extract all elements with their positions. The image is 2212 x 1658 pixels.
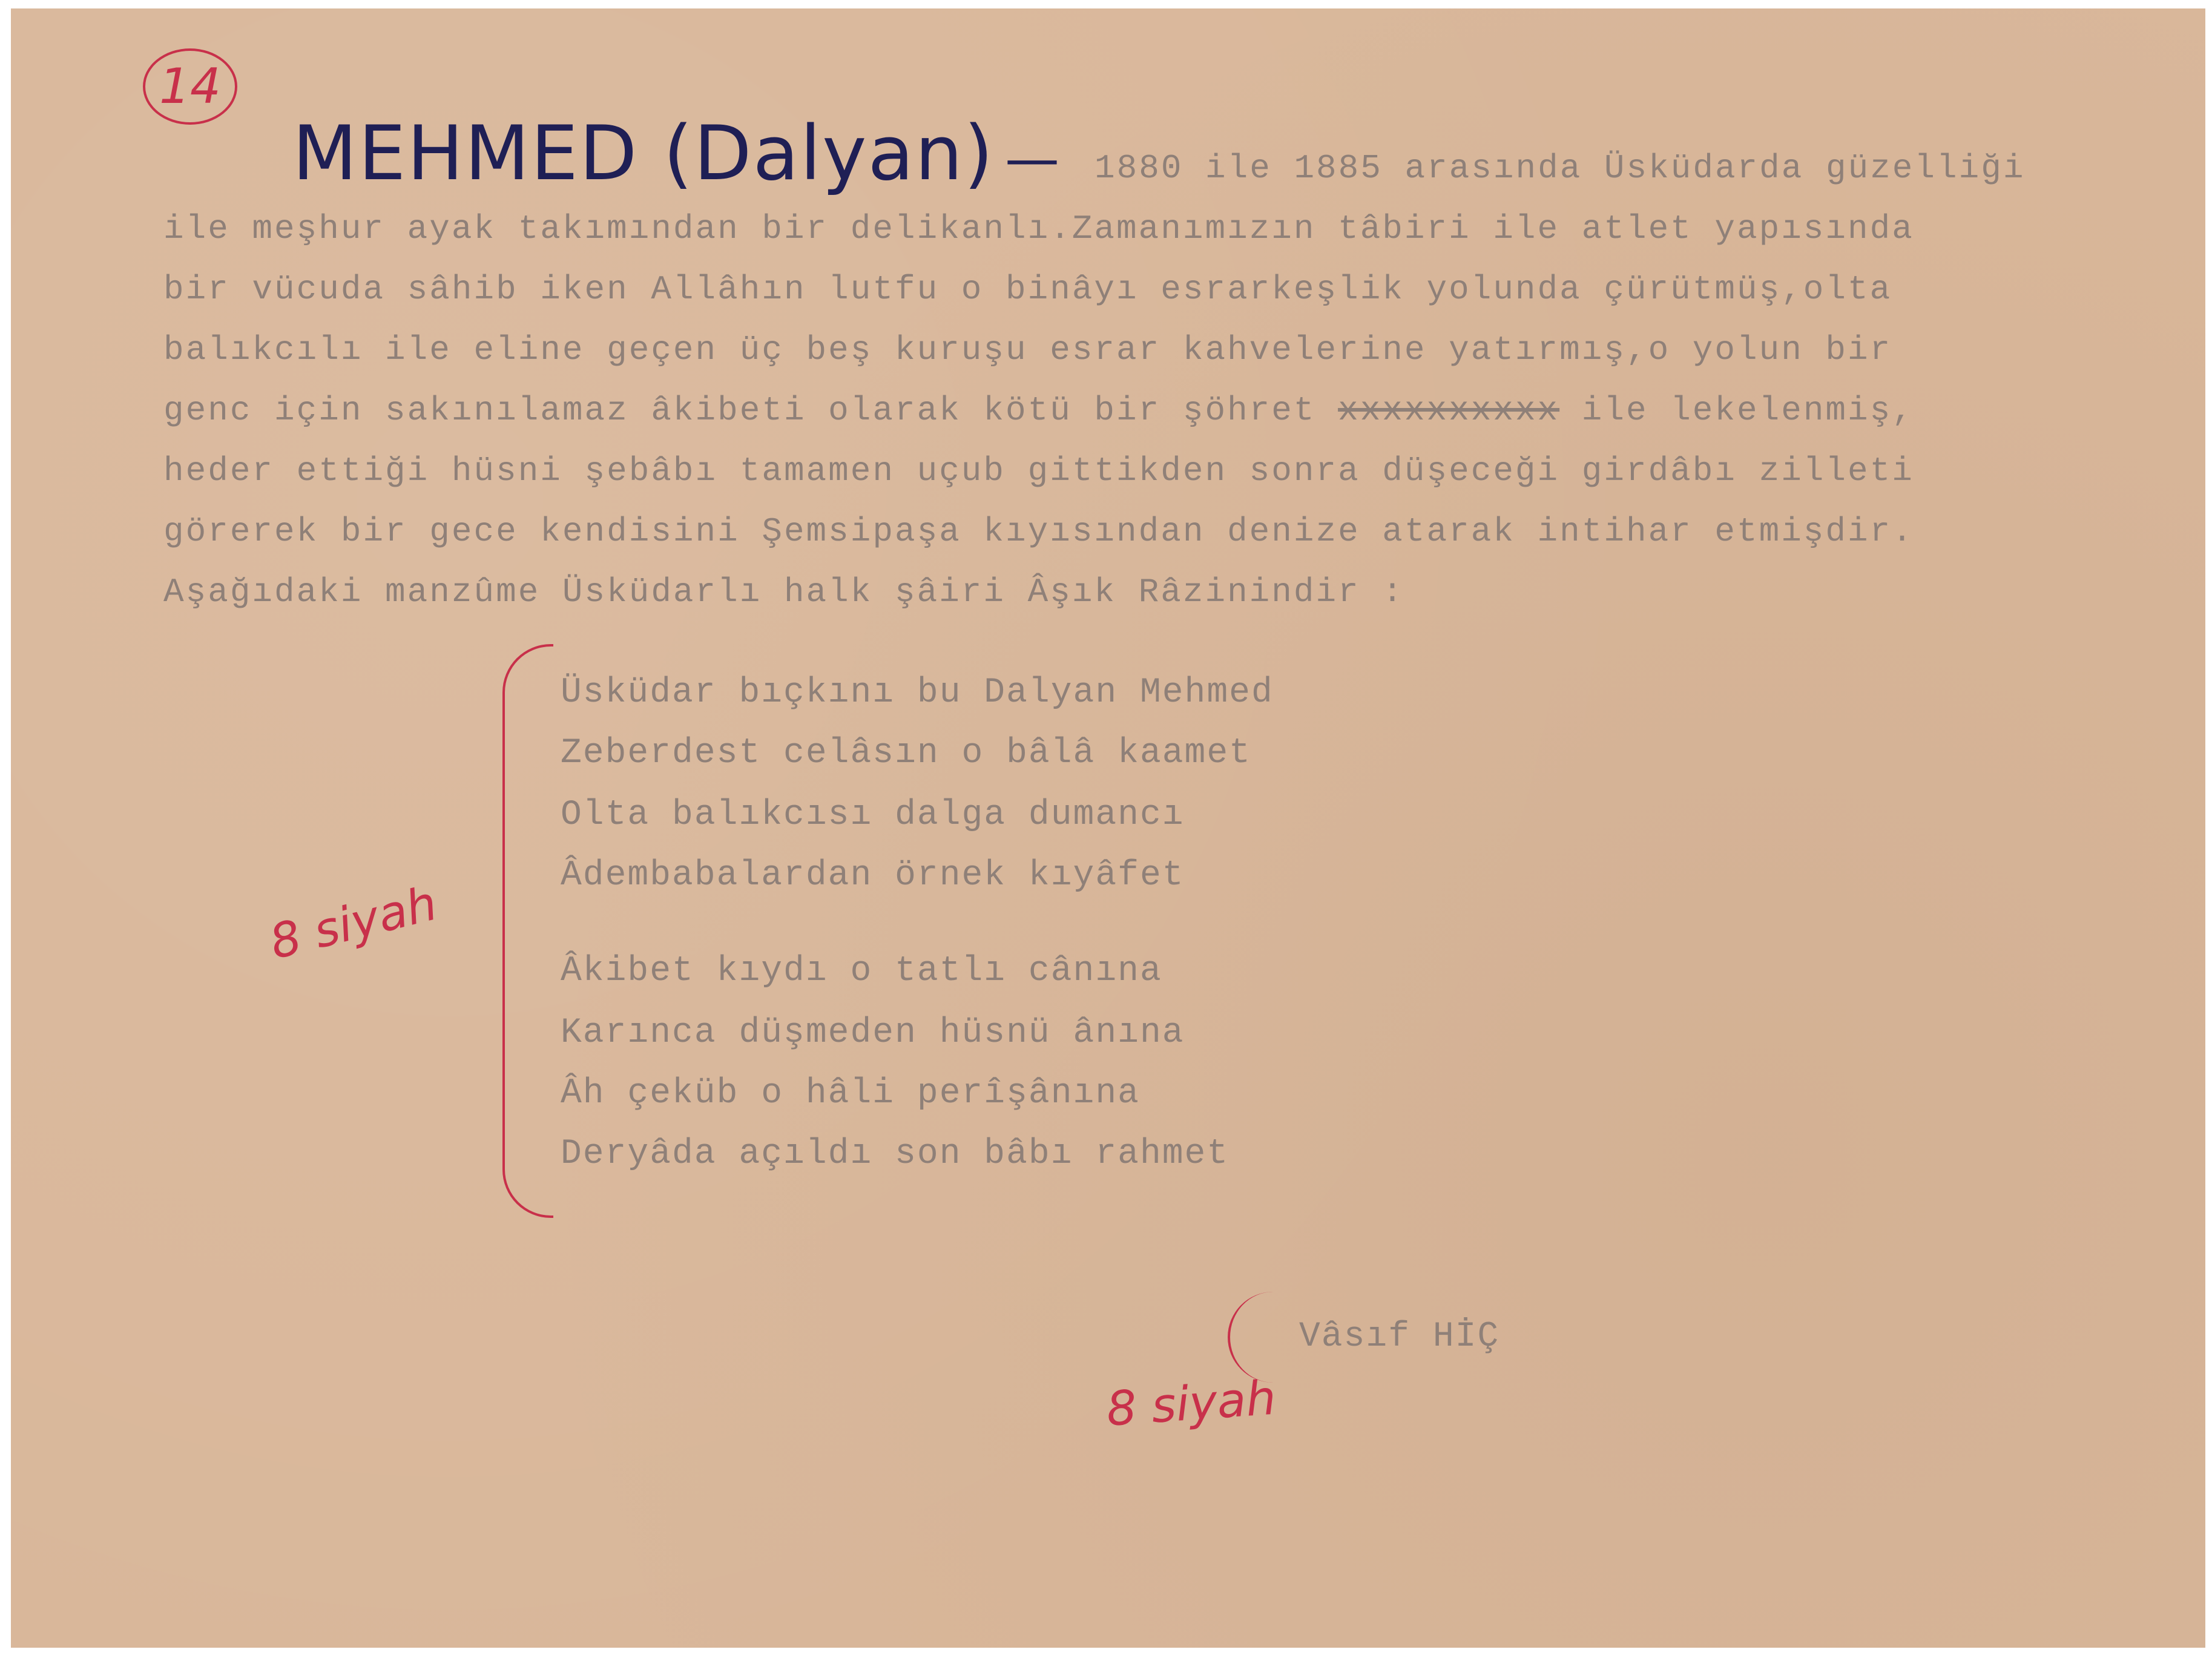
prose-line-3: bir vücuda sâhib iken Allâhın lutfu o binâyı esrarkeşlik yolunda çürütmüş,olta [163, 270, 1892, 309]
verse-line-6: Karınca düşmeden hüsnü ânına [561, 1013, 1185, 1053]
prose-line-5 [163, 391, 1914, 430]
prose-line-7: görerek bir gece kendisini Şemsipaşa kıyısından denize atarak intihar etmişdir. [163, 512, 1914, 551]
page-number-circled: 14 [143, 48, 237, 125]
margin-note-bottom: 8 siyah [1104, 1370, 1278, 1437]
handwritten-heading: MEHMED (Dalyan) [292, 110, 995, 197]
verse-line-5: Âkibet kıydı o tatlı cânına [561, 952, 1162, 991]
signature: Vâsıf HİÇ [1299, 1317, 1500, 1357]
verse-line-2: Zeberdest celâsın o bâlâ kaamet [561, 734, 1251, 773]
verse-line-4: Âdembabalardan örnek kıyâfet [561, 856, 1185, 895]
prose-line-2: ile meşhur ayak takımından bir delikanlı.Zamanımızın tâbiri ile atlet yapısında [163, 209, 1914, 248]
margin-note-left: 8 siyah [265, 876, 443, 970]
heading-dash: — [1005, 127, 1059, 191]
prose-line-8: Aşağıdaki manzûme Üsküdarlı halk şâiri Âşık Râzinindir : [163, 573, 1404, 611]
verse-line-1: Üsküdar bıçkını bu Dalyan Mehmed [561, 673, 1274, 712]
prose-line-5-text: genc için sakınılamaz âkibeti olarak kötü bir şöhret [163, 391, 1316, 430]
verse-line-8: Deryâda açıldı son bâbı rahmet [561, 1134, 1229, 1174]
struck-out-text: xxxxxxxxxx [1338, 391, 1560, 430]
prose-line-1: 1880 ile 1885 arasında Üsküdarda güzelliği [1094, 149, 2026, 188]
paper-sheet [11, 8, 2205, 1648]
verse-line-7: Âh çeküb o hâli perîşânına [561, 1074, 1140, 1113]
red-signature-bracket [1228, 1292, 1285, 1383]
prose-line-5-end: ile lekelenmiş, [1581, 391, 1914, 430]
prose-line-6: heder ettiği hüsni şebâbı tamamen uçub gittikden sonra düşeceği girdâbı zilleti [163, 452, 1914, 490]
verse-line-3: Olta balıkcısı dalga dumancı [561, 795, 1185, 835]
prose-line-4: balıkcılı ile eline geçen üç beş kuruşu esrar kahvelerine yatırmış,o yolun bir [163, 331, 1892, 369]
red-stanza-bracket [502, 644, 553, 1218]
